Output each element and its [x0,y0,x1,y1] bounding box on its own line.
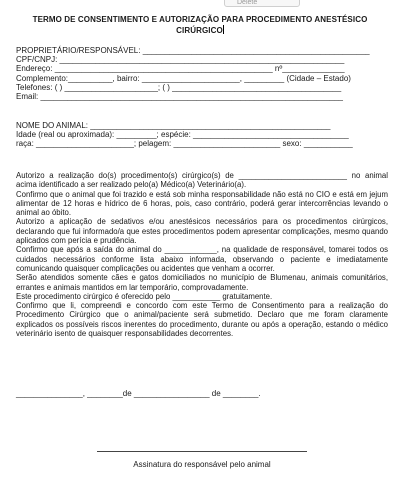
consent-paragraph: Autorizo a realização do(s) procedimento(s) cirúrgico(s) de _________________________ no animal acima identificado a ser realizado pelo(a) Médico(a) Veterinário(a). [16,171,388,190]
complement-row[interactable]: Complemento:__________, bairro: ______________________, _________ (Cidade – Estado) [16,73,351,83]
signature-line [97,451,307,452]
date-line[interactable]: _______________, ________de _________________ de ________. [16,389,261,398]
consent-paragraph: Confirmo que li, compreendi e concordo com este Termo de Consentimento para a realização do Procedimento Cirúrgico que o animal/paciente será submetido. Declaro que me foram claramente explicados os possíveis riscos inerentes do procedimento, durante ou após a operação, estando o médico veterinário isento de quaisquer responsabilidades decorrentes. [16,301,388,339]
title-line-2: CIRÚRGICO [176,26,223,35]
text-cursor [223,25,224,34]
consent-paragraph: Confirmo que após a saída do animal do ____________, na qualidade de responsável, tomarei todos os cuidados necessários conforme lista abaixo informada, observando o paciente e imediatamente comunicando quaisquer complicações ou acidentes que venham a ocorrer. [16,245,388,273]
document-title [10,15,390,36]
email-row[interactable]: Email: ____________________________________________________________________ [16,92,343,102]
address-row[interactable]: Endereço: _________________________________________________ nº______________ [16,64,345,74]
consent-paragraph: Serão atendidos somente cães e gatos domiciliados no município de Blumenau, animais comunitários, errantes e animais mantidos em lar temporário, comprovadamente. [16,273,388,292]
age-species-row[interactable]: Idade (real ou aproximada): _________; espécie: ___________________________________ [16,130,349,140]
consent-text [16,171,388,338]
cpf-cnpj-row[interactable]: CPF/CNPJ: ________________________________________________________________ [16,55,345,65]
owner-section [16,46,384,101]
title-line-1: TERMO DE CONSENTIMENTO E AUTORIZAÇÃO PARA PROCEDIMENTO ANESTÉSICO [32,15,368,24]
signature-label: Assinatura do responsável pelo animal [133,460,271,469]
animal-name-row[interactable]: NOME DO ANIMAL: ______________________________________________________ [16,121,331,130]
consent-paragraph: Confirmo que o animal que foi trazido e está sob minha responsabilidade não está no CIO e está em jejum alimentar de 12 horas e hídrico de 6 horas, pois, caso contrário, poderá gerar intercorrências levando o animal ao óbito. [16,189,388,218]
breed-coat-sex-row[interactable]: raça: ______________________; pelagem: ________________________ sexo: ___________ [16,139,353,149]
consent-paragraph: Este procedimento cirúrgico é oferecido pelo ___________ gratuitamente. [16,291,273,301]
animal-section [16,121,384,149]
consent-paragraph: Autorizo a aplicação de sedativos e/ou anestésicos necessários para os procedimentos cirúrgicos, declarando que fui informado/a que estes procedimentos podem apresentar complicações, mesmo quando aplicados com perícia e prudência. [16,217,388,246]
owner-name-row[interactable]: PROPRIETÁRIO/RESPONSÁVEL: ___________________________________________________ [16,46,370,55]
delete-button[interactable]: Delete [224,0,300,7]
phones-row[interactable]: Telefones: ( ) _____________________; ( ) ______________________________________ [16,82,342,92]
